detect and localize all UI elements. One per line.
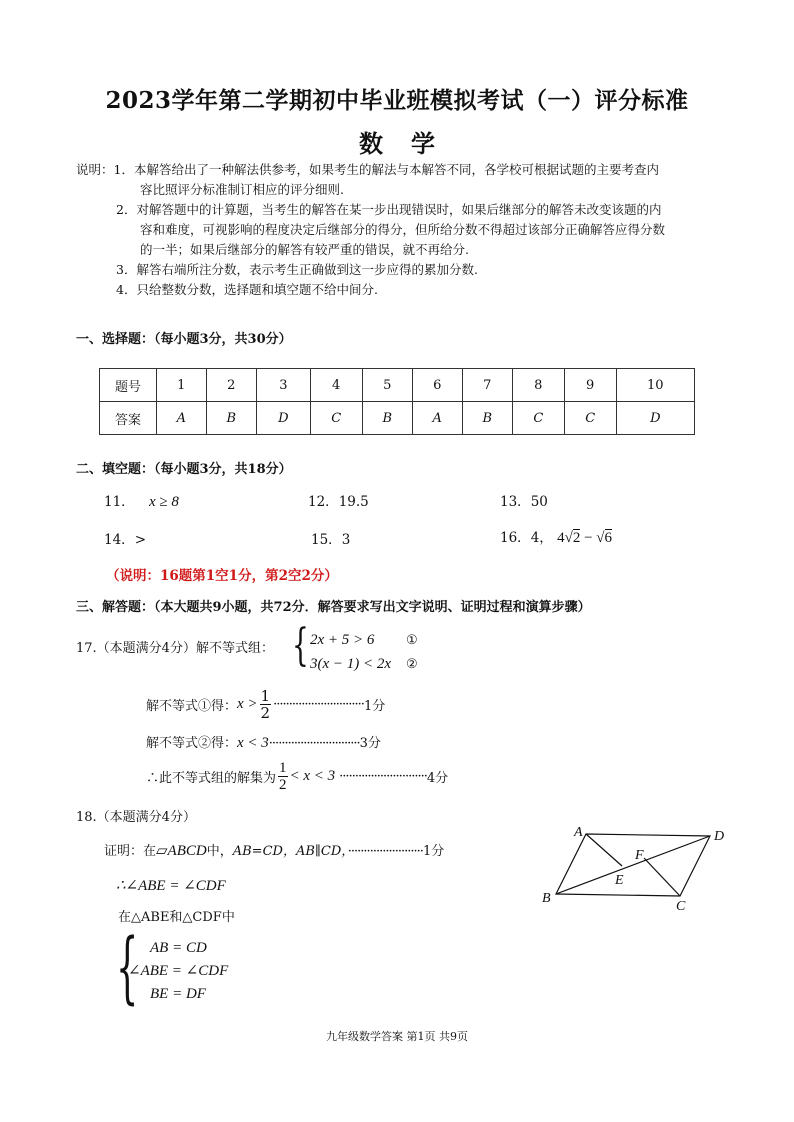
fill-item-11: 11． x ≥ 8: [104, 494, 179, 510]
fill-item-14: 14．>: [104, 532, 146, 548]
table-cell: 3: [256, 369, 310, 402]
q18-sys-2: ∠ABE = ∠CDF: [128, 963, 229, 979]
table-cell: D: [256, 402, 310, 435]
q18-sys-1: AB = CD: [150, 940, 207, 956]
segment-cf: [644, 858, 680, 896]
fraction: $\frac{1}{2}$: [279, 760, 287, 793]
q18-proof-line: 证明：在▱ABCD中，AB=CD，AB∥CD，························1分: [104, 843, 445, 859]
section2-heading: 二、填空题：（每小题3分，共18分）: [76, 462, 292, 477]
table-cell: B: [462, 402, 512, 435]
q17-step-2: 解不等式②得：x < 3·····························3分: [146, 735, 381, 751]
table-cell: A: [412, 402, 462, 435]
table-cell: 9: [564, 369, 616, 402]
q18-parallelogram-figure: [536, 822, 732, 912]
table-cell: 6: [412, 369, 462, 402]
table-cell: B: [206, 402, 256, 435]
table-cell: 5: [362, 369, 412, 402]
fill-item-16: 16．4， 4√2 − √6: [500, 530, 613, 546]
table-cell: 答案: [100, 402, 157, 435]
table-cell: C: [512, 402, 564, 435]
page-footer: 九年级数学答案 第1页 共9页: [326, 1030, 468, 1043]
q17-system: [310, 628, 418, 676]
q18-triangles: 在△ABE和△CDF中: [118, 910, 235, 925]
q17-step-3: ∴此不等式组的解集为 $\frac{1}{2}$ < x < 3 ···························· 4分: [146, 760, 449, 793]
note-line-4: 容和难度，可视影响的程度决定后继部分的得分，但所给分数不得超过该部分正确解答应得分数: [140, 222, 666, 237]
q17-ineq-2: 3(x − 1) < 2x ②: [310, 656, 418, 672]
fill-remark: （说明：16题第1空1分，第2空2分）: [106, 568, 338, 584]
page-title: 2023学年第二学期初中毕业班模拟考试（一）评分标准: [105, 87, 689, 114]
table-cell: C: [564, 402, 616, 435]
q18-angle-eq: ∴∠ABE = ∠CDF: [116, 878, 226, 894]
label-b: B: [542, 891, 551, 906]
fill-item-13: 13．50: [500, 494, 548, 510]
q18-system-brace: {: [116, 923, 139, 1013]
table-cell: 2: [206, 369, 256, 402]
table-cell: 10: [616, 369, 694, 402]
q17-system-brace: {: [292, 620, 309, 671]
label-e: E: [615, 873, 624, 888]
q18-label: 18.（本题满分4分）: [76, 810, 196, 825]
section3-heading: 三、解答题：（本大题共9小题，共72分．解答要求写出文字说明、证明过程和演算步骤）: [76, 600, 591, 615]
note-line-7: 4．只给整数分数，选择题和填空题不给中间分.: [116, 282, 378, 297]
q17-step-1: 解不等式①得： x > $\frac{1}{2}$ ····························· 1分: [146, 687, 386, 722]
label-f: F: [635, 848, 644, 863]
table-cell: A: [157, 402, 207, 435]
label-c: C: [676, 899, 686, 912]
q18-sys-3: BE = DF: [150, 986, 206, 1002]
subject-title: 数学: [359, 129, 463, 158]
fraction: $\frac{1}{2}$: [260, 687, 271, 722]
q17-ineq-1: 2x + 5 > 6 ①: [310, 632, 418, 648]
table-cell: 8: [512, 369, 564, 402]
label-d: D: [714, 829, 725, 844]
diagonal-bd: [556, 836, 710, 894]
note-line-1: 说明：1．本解答给出了一种解法供参考，如果考生的解法与本解答不同，各学校可根据试题的主要考查内: [76, 162, 659, 177]
table-cell: 4: [310, 369, 362, 402]
table-row: [100, 369, 695, 402]
choice-answer-table: [99, 368, 695, 435]
table-cell: D: [616, 402, 694, 435]
q18-system: [128, 937, 228, 1006]
section1-heading: 一、选择题：（每小题3分，共30分）: [76, 332, 292, 347]
table-cell: 1: [157, 369, 207, 402]
table-cell: B: [362, 402, 412, 435]
note-line-5: 的一半；如果后继部分的解答有较严重的错误，就不再给分.: [140, 242, 469, 257]
note-line-2: 容比照评分标准制订相应的评分细则.: [140, 182, 344, 197]
table-row: [100, 402, 695, 435]
notes-block: [76, 160, 736, 300]
fill-item-15: 15．3: [311, 532, 351, 548]
segment-ae: [586, 834, 622, 866]
q17-label: 17.（本题满分4分）解不等式组：: [76, 641, 274, 656]
table-cell: 题号: [100, 369, 157, 402]
label-a: A: [574, 825, 583, 840]
table-cell: C: [310, 402, 362, 435]
fill-item-12: 12．19.5: [308, 494, 369, 510]
note-line-3: 2．对解答题中的计算题，当考生的解答在某一步出现错误时，如果后继部分的解答未改变该题的内: [116, 202, 662, 217]
note-line-6: 3．解答右端所注分数，表示考生正确做到这一步应得的累加分数.: [116, 262, 478, 277]
table-cell: 7: [462, 369, 512, 402]
